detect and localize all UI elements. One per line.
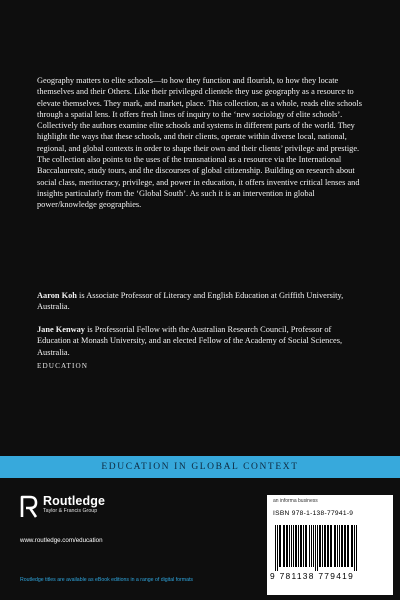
barcode-bar	[327, 525, 329, 567]
barcode-bar	[356, 525, 357, 571]
barcode-panel	[267, 495, 393, 595]
barcode-digits: 9 781138 779419	[270, 571, 355, 581]
book-description: Geography matters to elite schools—to how they function and flourish, to how they locate themselves and their Others. Like their privileged clientele they use geography as a resource to elevate themselves. They mark, and market, place. This collection, as a whole, reads elite schools through a spatial lens. It offers fresh lines of inquiry to the ‘new sociology of elite schools’. Collectively the authors examine elite schools and systems in different parts of the world. They highlight the ways that these schools, and their clients, operate within diverse local, national, regional, and global contexts in order to shape their own and their clients’ privilege and prestige. The collection also points to the uses of the transnational as a resource via the International Baccalaureate, study tours, and the discourses of global citizenship. Building on research about social class, meritocracy, privilege, and power in education, it offers inventive critical lenses and insights particularly from the ‘Global South’. As such it is an intervention in global power/knowledge geographies.	[37, 76, 362, 210]
barcode-bar	[337, 525, 338, 567]
author-bio-text: is Professorial Fellow with the Australian Research Council, Professor of Education at Monash University, and an elected Fellow of the Academy of Social Sciences, Australia.	[37, 325, 343, 357]
barcode-bar	[279, 525, 281, 567]
publisher-logo	[20, 495, 105, 519]
barcode-bar	[322, 525, 323, 567]
barcode-bar	[319, 525, 321, 567]
barcode-bar	[303, 525, 304, 567]
barcode-bar	[305, 525, 307, 567]
barcode-bar	[313, 525, 314, 567]
barcode-bar	[309, 525, 310, 567]
barcode-bar	[344, 525, 346, 567]
barcode-bar	[289, 525, 290, 567]
author-bio-text: is Associate Professor of Literacy and English Education at Griffith University, Australia.	[37, 291, 344, 312]
barcode-bar	[291, 525, 292, 567]
barcode-bar	[298, 525, 299, 567]
barcode-bar	[347, 525, 349, 567]
barcode-bar	[354, 525, 355, 571]
series-title: EDUCATION IN GLOBAL CONTEXT	[101, 462, 299, 472]
barcode-bar	[315, 525, 316, 571]
barcode-bar	[334, 525, 336, 567]
barcode-bar	[330, 525, 332, 567]
author-name: Aaron Koh	[37, 291, 77, 300]
barcode-bar	[341, 525, 343, 567]
barcode-bar	[286, 525, 288, 567]
barcode-bar	[300, 525, 302, 567]
publisher-group: Taylor & Francis Group	[43, 508, 98, 514]
subject-category: EDUCATION	[37, 362, 89, 370]
author-bio-koh	[37, 290, 367, 313]
publisher-name: Routledge	[43, 494, 106, 508]
barcode-bar	[324, 525, 326, 567]
publisher-text	[43, 495, 105, 515]
ebook-note: Routledge titles are available as eBook editions in a range of digital formats	[20, 577, 194, 583]
barcode-bar	[275, 525, 276, 571]
publisher-url[interactable]: www.routledge.com/education	[20, 537, 103, 544]
isbn-text: ISBN 978-1-138-77941-9	[273, 510, 354, 517]
barcode-bar	[311, 525, 312, 567]
routledge-logo-icon	[20, 495, 38, 519]
barcode-bars	[273, 525, 387, 571]
informa-label: an informa business	[273, 498, 318, 504]
barcode-bar	[351, 525, 353, 567]
barcode-bar	[317, 525, 318, 571]
barcode-bar	[295, 525, 297, 567]
author-name: Jane Kenway	[37, 325, 85, 334]
barcode-bar	[283, 525, 285, 567]
barcode-bar	[293, 525, 294, 567]
author-bio-kenway	[37, 324, 367, 358]
barcode-bar	[277, 525, 278, 571]
series-band	[0, 456, 400, 478]
barcode-bar	[339, 525, 340, 567]
